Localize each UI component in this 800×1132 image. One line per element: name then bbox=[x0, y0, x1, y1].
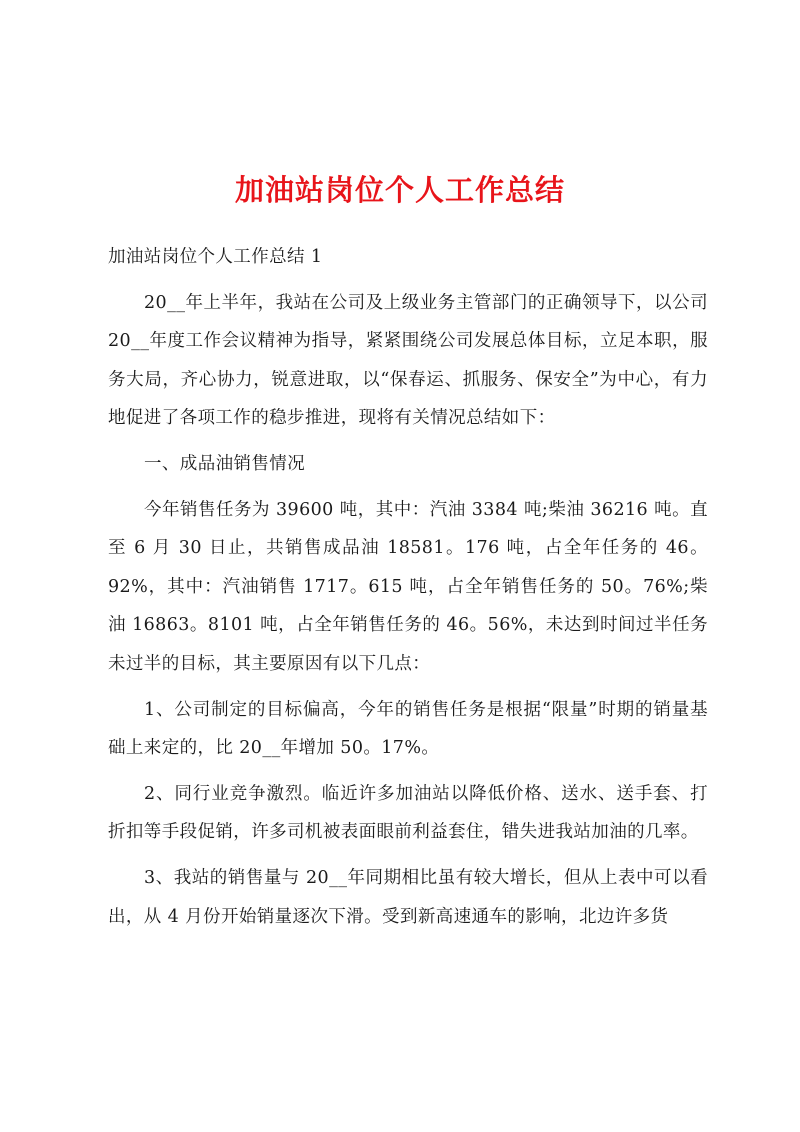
subsection-heading: 一、成品油销售情况 bbox=[144, 453, 306, 474]
paragraph-reason-3: 3、我站的销售量与 20__年同期相比虽有较大增长，但从上表中可以看出，从 4 月份开始销量逐次下滑。受到新高速通车的影响，北边许多货 bbox=[108, 867, 708, 927]
paragraph-sales: 今年销售任务为 39600 吨，其中：汽油 3384 吨;柴油 36216 吨。直至 6 月 30 日止，共销售成品油 18581。176 吨，占全年任务的 46。92%，其中：汽油销售 1717。615 吨，占全年销售任务的 50。76%;柴油 16863。8101 吨，占全年销售任务的 46。56%，未达到时间过半任务未过半的目标，其主要原因有以下几点： bbox=[108, 499, 708, 674]
paragraph-reason-1: 1、公司制定的目标偏高，今年的销售任务是根据“限量”时期的销量基础上来定的，比 20__年增加 50。17%。 bbox=[108, 699, 708, 759]
section-heading: 加油站岗位个人工作总结 1 bbox=[108, 247, 323, 267]
paragraph-reason-2: 2、同行业竞争激烈。临近许多加油站以降低价格、送水、送手套、打折扣等手段促销，许多司机被表面眼前利益套住，错失进我站加油的几率。 bbox=[108, 783, 708, 843]
document-title: 加油站岗位个人工作总结 bbox=[234, 173, 565, 207]
paragraph-intro: 20__年上半年，我站在公司及上级业务主管部门的正确领导下，以公司 20__年度工作会议精神为指导，紧紧围绕公司发展总体目标，立足本职，服务大局，齐心协力，锐意进取，以“保春运、抓服务、保安全”为中心，有力地促进了各项工作的稳步推进，现将有关情况总结如下： bbox=[108, 292, 708, 429]
document-body bbox=[108, 238, 708, 943]
